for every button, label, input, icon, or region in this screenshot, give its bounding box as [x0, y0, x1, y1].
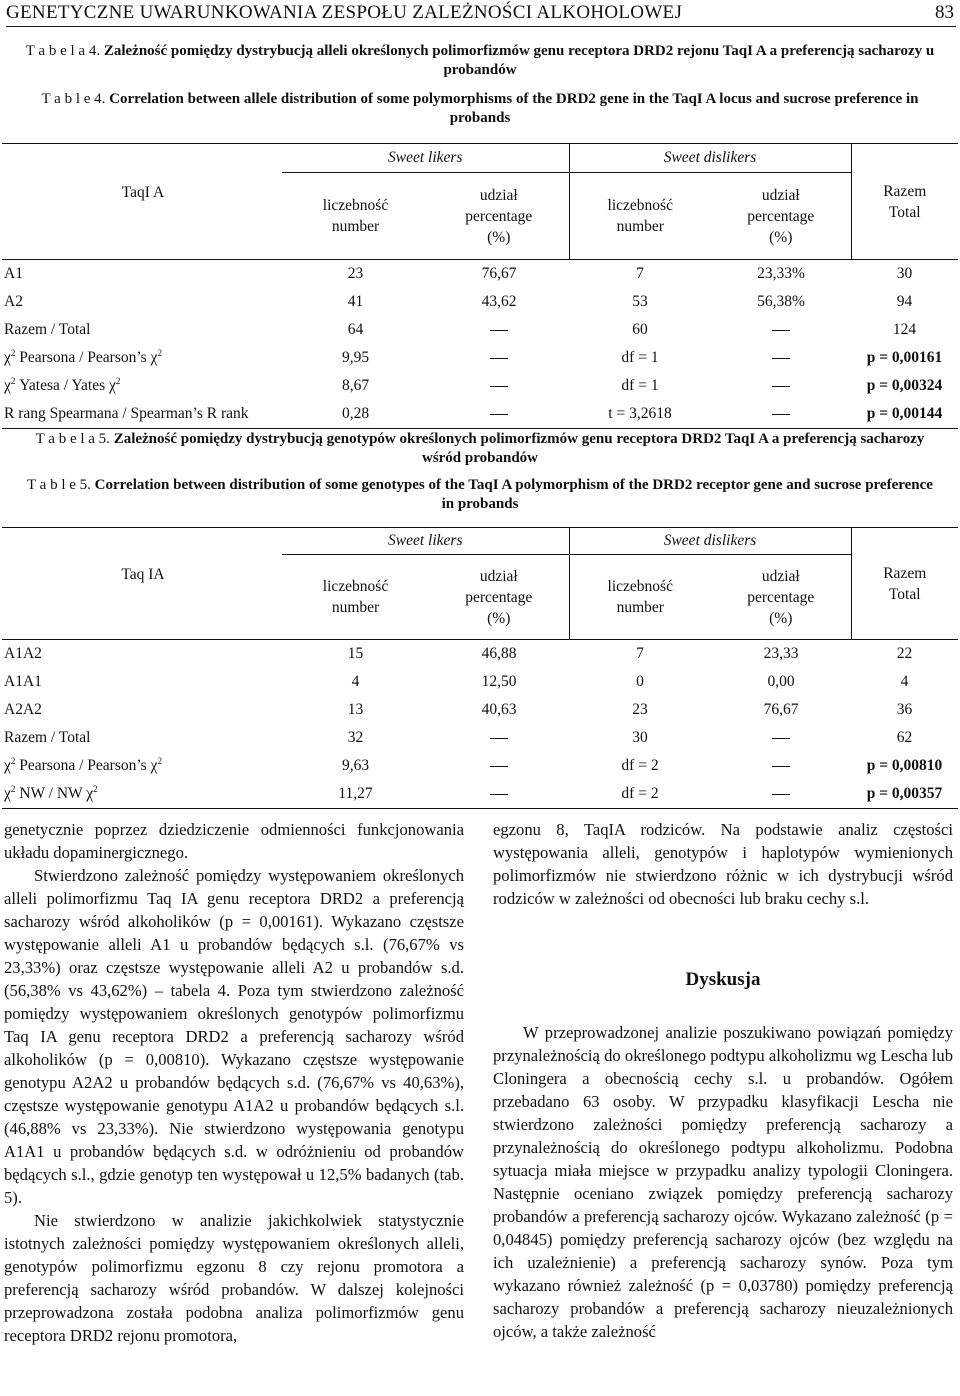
- running-header: [6, 2, 956, 27]
- paragraph: Nie stwierdzono w analizie jakichkolwiek statystycznie istotnych zależności pomiędzy występowaniem określonych alleli, genotypów polimorfizmu egzonu 8 czy rejonu promotora a preferencją sacharozy wśród probandów. W dalszej kolejności przeprowadzona została podobna analiza polimorfizmów genu receptora DRD2 rejonu promotora,: [4, 1211, 464, 1345]
- table-cell: 76,67: [763, 701, 799, 718]
- table4-col-count-likers: liczebność number: [322, 197, 389, 235]
- stat-dash: [711, 400, 851, 429]
- stat-row: [2, 780, 958, 809]
- stat-value: 9,63: [341, 757, 370, 774]
- table5-col-count-dislikers: liczebność number: [607, 578, 673, 616]
- stat-dash: [711, 780, 851, 809]
- table-cell: 23,33: [763, 645, 799, 662]
- table4: [2, 143, 958, 429]
- table-cell: 12,50: [481, 673, 517, 690]
- table4-group-sweet-dislikers: Sweet dislikers: [569, 144, 851, 173]
- dash-mark: [490, 414, 508, 415]
- table-cell: [429, 724, 569, 752]
- stat-dash: [429, 372, 569, 400]
- paragraph: Stwierdzono zależność pomiędzy występowaniem określonych alleli polimorfizmu Taq IA genu receptora DRD2 a preferencją sacharozy wśród alkoholików (p = 0,00161). Wykazano częstsze występowanie alleli A1 u probandów będących s.l. (76,67% vs 23,33%) oraz częstsze występowanie alleli A2 u probandów s.d. (56,38% vs 43,62%) – tabela 4. Poza tym stwierdzono zależność pomiędzy występowaniem określonych genotypów polimorfizmu Taq IA genu receptora DRD2 a preferencją sacharozy wśród alkoholików (p = 0,00810). Wykazano częstsze występowanie genotypu A2A2 u probandów będących s.d. (76,67% vs 40,63%), częstsze występowanie genotypu A1A2 u probandów będących s.l. (46,88% vs 23,33%). Nie stwierdzono występowania genotypu A1A1 u probandów będących s.d. w odróżnieniu od probandów będących s.l., gdzie genotyp ten występował u 12,5% badanych (tab. 5).: [4, 866, 464, 1207]
- table-cell: 32: [347, 729, 364, 746]
- stat-value: df = 1: [621, 349, 659, 366]
- dash-mark: [490, 386, 508, 387]
- table5: [2, 527, 958, 809]
- p-value: p = 0,00357: [866, 785, 943, 802]
- dash-mark: [772, 414, 790, 415]
- table5-col-total: Razem Total: [851, 528, 958, 640]
- table5-group-sweet-likers: Sweet likers: [282, 528, 569, 555]
- stat-value: 9,95: [341, 349, 370, 366]
- page-number: 83: [935, 2, 954, 23]
- table4-col-pct-dislikers: udział percentage (%): [747, 186, 815, 246]
- table4-group-sweet-likers: Sweet likers: [282, 144, 569, 173]
- table-cell: 36: [896, 701, 913, 718]
- table-cell: 23,33%: [757, 265, 805, 282]
- dash-mark: [772, 794, 790, 795]
- stat-row: [2, 752, 958, 780]
- table-cell: [711, 724, 851, 752]
- table-cell: 13: [347, 701, 364, 718]
- section-heading-dyskusja: Dyskusja: [685, 969, 761, 990]
- table4-title-pl: Zależność pomiędzy dystrybucją alleli określonych polimorfizmów genu receptora DRD2 rejonu TaqI A a preferencją sacharozy u probandów: [103, 43, 935, 78]
- row-label: A2: [4, 293, 23, 310]
- table4-caption-en: [20, 90, 940, 128]
- table4-row-header: TaqI A: [2, 144, 282, 260]
- stat-label: $\chi^2$ Yatesa / Yates $\chi^2$: [4, 376, 121, 395]
- table-cell: 22: [896, 645, 913, 662]
- table-row: [2, 668, 958, 696]
- table-cell: 7: [636, 645, 644, 662]
- table-row: [2, 260, 958, 289]
- p-value: p = 0,00144: [866, 405, 943, 422]
- table5-caption-pl: [20, 430, 940, 468]
- table5-label-en: T a b l e 5.: [27, 477, 91, 493]
- stat-dash: [711, 752, 851, 780]
- row-label: A2A2: [4, 701, 42, 718]
- table4-label-en: T a b l e 4.: [41, 91, 106, 107]
- p-value: p = 0,00161: [866, 349, 943, 366]
- table5-caption-en: [20, 476, 940, 514]
- table5-title-en: Correlation between distribution of some genotypes of the TaqI A polymorphism of the DRD2 receptor gene and sucrose preference in probands: [94, 477, 933, 512]
- table-cell: 4: [351, 673, 360, 690]
- table-row: [2, 316, 958, 344]
- table5-col-pct-dislikers: udział percentage (%): [747, 567, 815, 627]
- table4-col-count-dislikers: liczebność number: [607, 197, 673, 235]
- table-cell: 62: [896, 729, 913, 746]
- body-right-column: [493, 818, 953, 1343]
- row-label: Razem / Total: [4, 729, 91, 746]
- table4-col-total: Razem Total: [851, 144, 958, 260]
- table-cell: 15: [347, 645, 364, 662]
- dash-mark: [772, 738, 790, 739]
- table-cell: 53: [632, 293, 648, 310]
- table-cell: 43,62: [481, 293, 517, 310]
- table-cell: 60: [632, 321, 648, 338]
- table-cell: [711, 316, 851, 344]
- p-value: p = 0,00324: [866, 377, 943, 394]
- table-row: [2, 640, 958, 669]
- table-cell: 0,00: [767, 673, 795, 690]
- stat-label: $\chi^2$ Pearsona / Pearson’s $\chi^2$: [4, 756, 162, 775]
- row-label: Razem / Total: [4, 321, 91, 338]
- stat-value: 11,27: [338, 785, 373, 802]
- stat-label: R rang Spearmana / Spearman’s R rank: [4, 405, 249, 422]
- dash-mark: [772, 386, 790, 387]
- stat-value: df = 1: [621, 377, 659, 394]
- stat-dash: [429, 344, 569, 372]
- row-label: A1: [4, 265, 23, 282]
- paragraph: egzonu 8, TaqIA rodziców. Na podstawie analiz częstości występowania alleli, genotypów i haplotypów wymienionych polimorfizmów nie stwierdzono różnic w ich dystrybucji wśród rodziców w zależności od obecności lub braku cechy s.l.: [493, 820, 953, 908]
- table-cell: 56,38%: [757, 293, 805, 310]
- dash-mark: [490, 794, 508, 795]
- stat-value: df = 2: [621, 757, 659, 774]
- stat-value: 8,67: [341, 377, 370, 394]
- table-row: [2, 724, 958, 752]
- table-cell: 4: [900, 673, 909, 690]
- body-left-column: [4, 818, 464, 1347]
- dash-mark: [490, 358, 508, 359]
- table-row: [2, 696, 958, 724]
- table5-group-sweet-dislikers: Sweet dislikers: [569, 528, 851, 555]
- stat-dash: [711, 344, 851, 372]
- table4-title-en: Correlation between allele distribution of some polymorphisms of the DRD2 gene in the TaqI A locus and sucrose preference in probands: [109, 91, 919, 126]
- table-cell: 23: [632, 701, 648, 718]
- table-cell: 7: [636, 265, 644, 282]
- row-label: A1A2: [4, 645, 42, 662]
- table5-col-pct-likers: udział percentage (%): [429, 555, 569, 640]
- stat-row: [2, 400, 958, 429]
- stat-dash: [711, 372, 851, 400]
- table5-col-count-likers: liczebność number: [322, 578, 389, 616]
- p-value: p = 0,00810: [866, 757, 943, 774]
- stat-label: $\chi^2$ NW / NW $\chi^2$: [4, 784, 98, 803]
- table-cell: 40,63: [481, 701, 517, 718]
- table-cell: 94: [896, 293, 913, 310]
- stat-row: [2, 372, 958, 400]
- dash-mark: [490, 330, 508, 331]
- stat-dash: [429, 400, 569, 429]
- table-cell: 0: [636, 673, 644, 690]
- table5-label-pl: T a b e l a 5.: [35, 431, 110, 447]
- table-cell: 124: [892, 321, 917, 338]
- dash-mark: [490, 766, 508, 767]
- table-cell: 30: [896, 265, 913, 282]
- dash-mark: [772, 766, 790, 767]
- stat-dash: [429, 752, 569, 780]
- table4-label-pl: T a b e l a 4.: [25, 43, 101, 59]
- paragraph: genetycznie poprzez dziedziczenie odmienności funkcjonowania układu dopaminergicznego.: [4, 820, 464, 862]
- table-cell: 30: [632, 729, 648, 746]
- table4-caption-pl: [20, 42, 940, 80]
- table-cell: 64: [347, 321, 364, 338]
- table-cell: [429, 316, 569, 344]
- dash-mark: [772, 330, 790, 331]
- table-cell: 41: [347, 293, 364, 310]
- stat-value: 0,28: [341, 405, 370, 422]
- stat-value: df = 2: [621, 785, 659, 802]
- stat-value: t = 3,2618: [608, 405, 672, 422]
- stat-row: [2, 344, 958, 372]
- table5-title-pl: Zależność pomiędzy dystrybucją genotypów określonych polimorfizmów genu receptora DRD2 TaqI A a preferencją sacharozy wśród probandów: [113, 431, 925, 466]
- table-cell: 76,67: [481, 265, 517, 282]
- table4-col-pct-likers: udział percentage (%): [429, 173, 569, 260]
- table-cell: 23: [347, 265, 364, 282]
- dash-mark: [772, 358, 790, 359]
- dash-mark: [490, 738, 508, 739]
- row-label: A1A1: [4, 673, 42, 690]
- table5-row-header: Taq IA: [2, 528, 282, 640]
- table-cell: 46,88: [481, 645, 517, 662]
- stat-label: $\chi^2$ Pearsona / Pearson’s $\chi^2$: [4, 348, 162, 367]
- paragraph: W przeprowadzonej analizie poszukiwano powiązań pomiędzy przynależnością do określonego podtypu alkoholizmu wg Lescha lub Cloningera a obecnością cechy s.l. u probandów. Ogółem przebadano 63 osoby. W przypadku klasyfikacji Lescha nie stwierdzono zależności pomiędzy preferencją sacharozy a przynależnością do określonego podtypu alkoholizmu. Podobna sytuacja miała miejsce w przypadku analizy typologii Cloningera. Następnie oceniano związek pomiędzy preferencją sacharozy probandów a preferencją sacharozy ojców. Wykazano zależność (p = 0,04845) pomiędzy preferencją sacharozy ojców (bez względu na ich uzależnienie) a preferencją sacharozy synów. Poza tym wykazano również zależność (p = 0,03780) pomiędzy preferencją sacharozy probandów a preferencją sacharozy nieuzależnionych ojców, a także zależność: [493, 1023, 953, 1341]
- running-title: GENETYCZNE UWARUNKOWANIA ZESPOŁU ZALEŻNOŚCI ALKOHOLOWEJ: [6, 2, 683, 23]
- stat-dash: [429, 780, 569, 809]
- table-row: [2, 288, 958, 316]
